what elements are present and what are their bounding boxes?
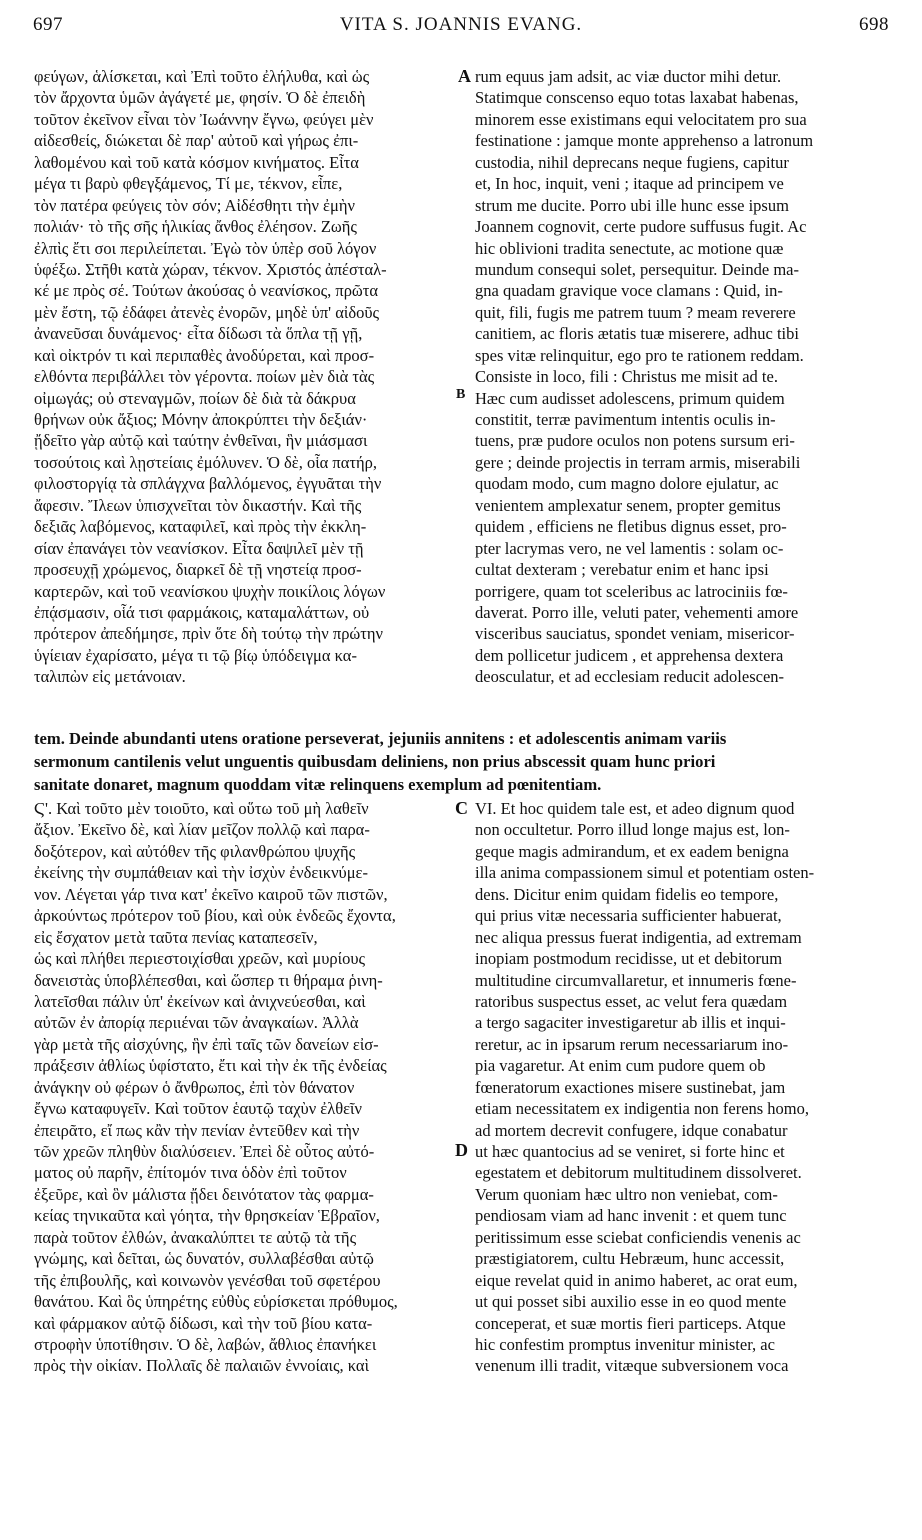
greek-text-line: τοσούτοις καὶ λῃστείαις ἐμόλυνεν. Ὁ δὲ, οἷα πατήρ, (34, 452, 377, 472)
latin-text-line: pendiosam viam ad hanc invenit : et quem tunc (475, 1206, 787, 1226)
greek-text-line: δεξιᾶς λαβόμενος, καταφιλεῖ, καὶ πρὸς τὴν ἐκκλη- (34, 517, 367, 537)
greek-text-line: νον. Λέγεται γάρ τινα κατ' ἐκεῖνο καιροῦ τῶν πιστῶν, (34, 884, 388, 904)
latin-column-top (475, 66, 890, 711)
latin-text-line: hic oblivioni tradita senectute, ac motione quæ (475, 238, 784, 258)
latin-text-line: canitiem, ac floris ætatis tuæ miserere, adhuc tibi (475, 324, 799, 344)
latin-text-line: gere ; deinde projectis in terram armis, miserabili (475, 452, 801, 472)
latin-text-line: tem. Deinde abundanti utens oratione perseverat, jejuniis annitens : et adolescentis animam variis (34, 729, 727, 748)
latin-text-line: egestatem et debitorum multitudinem dissolveret. (475, 1163, 802, 1183)
greek-text-line: ἀνάγκην οὐ φέρων ὁ ἄνθρωπος, ἐπὶ τὸν θάνατον (34, 1077, 355, 1097)
latin-text-line: minorem esse existimans equi velocitatem pro sua (475, 109, 807, 129)
latin-text-line: custodia, nihil deprecans neque fugiens, capitur (475, 152, 789, 172)
running-title: VITA S. JOANNIS EVANG. (339, 14, 583, 35)
latin-text-line: inopiam postmodum recidisse, ut et debitorum (475, 949, 783, 969)
latin-text-line: sanitate donaret, magnum quoddam vitæ relinquens exemplum ad pœnitentiam. (34, 775, 602, 794)
latin-column-bottom (475, 798, 890, 1388)
greek-text-line: καὶ φάρμακον αὐτῷ δίδωσι, καὶ τὴν τοῦ βίου κατα- (34, 1313, 373, 1333)
greek-text-line: κέ με πρὸς σέ. Τούτων ἀκούσας ὁ νεανίσκος, πρῶτα (34, 281, 379, 301)
latin-text-line: non occultetur. Porro illud longe majus est, lon- (475, 820, 790, 840)
latin-text-line: gna quadam gravique voce clamans : Quid, in- (475, 281, 783, 301)
greek-text-line: μέγα τι βαρὺ φθεγξάμενος, Τί με, τέκνον, εἶπε, (34, 174, 343, 194)
section-marker-c: C (455, 798, 468, 818)
greek-text-line: οἰμωγάς; οὐ στεναγμῶν, ποίων δὲ διὰ τὰ δάκρυα (34, 388, 356, 408)
greek-text-line: τοῦτον ἐκεῖνον εἶναι τὸν Ἰωάννην ἔγνω, φεύγει μὲν (34, 109, 374, 129)
greek-text-line: ἄφεσιν. Ἴλεων ὑπισχνεῖται τὸν δικαστήν. Καὶ τῆς (34, 495, 362, 515)
latin-text-line: pia vagaretur. At enim cum pudore quem ob (475, 1056, 766, 1076)
latin-text-line: præstigiatorem, cultu Hebræum, hunc accessit, (475, 1249, 785, 1269)
latin-text-line: cultat dexteram ; verebatur enim et hanc ipsi (475, 560, 769, 580)
greek-text-line: πράξεσιν ἀθλίως ὑφίστατο, ἔτι καὶ τὴν ἐκ τῆς ἐνδείας (34, 1056, 387, 1076)
latin-text-line: pter lacrymas vero, ne vel lamentis : solam oc- (475, 538, 784, 558)
greek-text-line: ἄξιον. Ἐκεῖνο δὲ, καὶ λίαν μεῖζον πολλῷ καὶ παρα- (34, 820, 370, 840)
latin-text-line: venenum illi tradit, vitæque subversionem voca (475, 1356, 789, 1376)
greek-text-line: ἐπειρᾶτο, εἴ πως κἂν τὴν πενίαν ἐντεῦθεν καὶ τὴν (34, 1120, 360, 1140)
page-number-right: 698 (859, 14, 889, 35)
latin-text-line: multitudine circumvallaretur, et innumeris fœne- (475, 970, 797, 990)
greek-text-line: στροφὴν ὑποτίθησιν. Ὁ δὲ, λαβών, ἄθλιος ἐπανήκει (34, 1334, 377, 1354)
latin-text-line: Consiste in loco, fili : Christus me misit ad te. (475, 367, 778, 387)
greek-text-line: εἰς ἔσχατον μετὰ ταῦτα πενίας καταπεσεῖν, (34, 927, 318, 947)
greek-text-line: τὸν πατέρα φεύγεις τὸν σόν; Αἰδέσθητι τὴν ἐμὴν (34, 195, 355, 215)
latin-text-line: illa anima compassionem simul et potentiam osten- (475, 863, 815, 883)
greek-column-bottom (34, 798, 458, 1388)
greek-text-line: ἐλπὶς ἔτι σοι περιλείπεται. Ἐγὼ τὸν ὑπὲρ σοῦ λόγον (34, 238, 377, 258)
latin-text-line: etiam necessitatem ex indigentia non ferens homo, (475, 1099, 810, 1119)
latin-text-line: geque magis admirandum, et ex eadem benigna (475, 841, 789, 861)
latin-text-line: et, In hoc, inquit, veni ; itaque ad principem ve (475, 174, 784, 194)
latin-text-line: reretur, ac in ipsarum rerum necessariarum ino- (475, 1034, 789, 1054)
page-number-left: 697 (33, 14, 63, 35)
greek-text-line: ὑφέξω. Στῆθι κατὰ χώραν, τέκνον. Χριστός ἀπέσταλ- (34, 259, 387, 279)
latin-text-line: dem pollicetur judicem , et apprehensa dextera (475, 645, 784, 665)
greek-text-line: ὑγίειαν ἐχαρίσατο, μέγα τι τῷ βίῳ ὑπόδειγμα κα- (34, 645, 357, 665)
greek-text-line: παρὰ τοῦτον ἐλθών, ἀνακαλύπτει τε αὐτῷ τὰ τῆς (34, 1227, 357, 1247)
latin-text-line: ut qui posset sibi auxilio esse in eo quod mente (475, 1292, 787, 1312)
latin-text-line: porrigere, quam tot sceleribus ac latrociniis fœ- (475, 581, 788, 601)
greek-text-line: ἐκείνης τὴν συμπάθειαν καὶ τὴν ἰσχὺν ἐνδεικνύμε- (34, 863, 368, 883)
greek-text-line: προσευχῇ χρώμενος, διαρκεῖ δὲ τῇ νηστείᾳ προσ- (34, 560, 362, 580)
greek-text-line: ματος οὐ παρῆν, ἐπίτομόν τινα ὁδὸν ἐπὶ τοῦτον (34, 1163, 347, 1183)
greek-text-line: αἰδεσθείς, διώκεται δὲ παρ' αὐτοῦ καὶ γήρως ἐπι- (34, 131, 359, 151)
latin-text-line: visceribus sauciatus, spondet veniam, misericor- (475, 624, 795, 644)
greek-text-line: δοξότερον, καὶ αὐτόθεν τῆς φιλανθρώπου ψυχῆς (34, 841, 356, 861)
greek-text-line: ἐξεῦρε, καὶ ὃν μάλιστα ᾔδει δεινότατον τὰς φαρμα- (34, 1184, 374, 1204)
latin-text-line: Statimque conscenso equo totas laxabat habenas, (475, 88, 799, 108)
page-header (33, 8, 889, 38)
greek-text-line: φεύγων, ἁλίσκεται, καὶ Ἐπὶ τοῦτο ἐλήλυθα, καὶ ὡς (34, 67, 370, 86)
latin-text-line: a tergo sagaciter investigaretur ab illis et inqui- (475, 1013, 786, 1033)
greek-text-line: ὡς καὶ πλήθει περιεστοιχίσθαι χρεῶν, καὶ μυρίους (34, 949, 366, 969)
latin-text-line: eique revelat quid in animo haberet, ac orat eum, (475, 1270, 798, 1290)
greek-text-line: πρότερον ἀπεδήμησε, πρὶν ὅτε δὴ τούτῳ τὴν πρώτην (34, 624, 384, 644)
greek-text-line: ἔγνω καταφυγεῖν. Καὶ τοῦτον ἑαυτῷ ταχὺν ἐλθεῖν (34, 1099, 362, 1119)
latin-text-line: Hæc cum audisset adolescens, primum quidem (475, 388, 785, 408)
latin-text-line: ad mortem decrevit confugere, idque conabatur (475, 1120, 788, 1140)
greek-text-line: τῆς ἐπιβουλῆς, καὶ κοινωνὸν γενέσθαι τοῦ σφετέρου (34, 1270, 381, 1290)
latin-text-line: tuens, præ pudore oculos non potens sursum eri- (475, 431, 795, 451)
greek-text-line: σίαν ἐπανάγει τὸν νεανίσκον. Εἶτα δαψιλεῖ μὲν τῇ (34, 538, 364, 558)
greek-text-line: Ϛ'. Καὶ τοῦτο μὲν τοιοῦτο, καὶ οὕτω τοῦ μὴ λαθεῖν (34, 799, 369, 818)
greek-text-line: πρὸς τὴν οἰκίαν. Πολλαῖς δὲ παλαιῶν ἐννοίαις, καὶ (34, 1356, 370, 1376)
greek-text-line: καρτερῶν, καὶ τοῦ νεανίσκου ψυχὴν ποικίλοις λόγων (34, 581, 386, 601)
latin-text-line: strum me ducite. Porro ubi ille hunc esse ipsum (475, 195, 789, 215)
greek-text-line: ταλιπὼν εἰς μετάνοιαν. (34, 667, 186, 687)
greek-text-line: φιλοστοργίᾳ τὰ σπλάγχνα βαλλόμενος, ἐγγυᾶται τὴν (34, 474, 382, 494)
latin-text-line: conceperat, et suæ mortis fieri particeps. Atque (475, 1313, 786, 1333)
latin-text-line: fœneratorum exactiones misere sustinebat, jam (475, 1077, 786, 1097)
section-marker-b: B (456, 387, 466, 402)
latin-text-line: dens. Dicitur enim quidam fidelis eo tempore, (475, 884, 779, 904)
greek-column-top (34, 66, 458, 706)
latin-text-line: daverat. Porro ille, veluti pater, vehementi amore (475, 602, 799, 622)
latin-text-line: deosculatur, et ad ecclesiam reducit adolescen- (475, 667, 785, 687)
latin-text-line: hic confestim promptus invenitur minister, ac (475, 1334, 775, 1354)
greek-text-line: δανειστὰς ὑποβλέπεσθαι, καὶ ὥσπερ τι θήραμα ῥινη- (34, 970, 383, 990)
latin-text-line: festinatione : jamque monte apprehenso a latronum (475, 131, 814, 151)
greek-text-line: ᾔδεῖτο γὰρ αὐτῷ καὶ ταύτην ἐνθεῖναι, ἣν μιάσμασι (34, 431, 368, 451)
latin-text-line: Joannem cognovit, certe pudore suffusus fugit. Ac (475, 217, 807, 237)
greek-text-line: γνώμης, καὶ δεῖται, ὡς δυνατόν, συλλαβέσθαι αὐτῷ (34, 1249, 374, 1269)
latin-text-line: qui prius vitæ necessaria sufficienter habuerat, (475, 906, 782, 926)
greek-text-line: ελθόντα περιβάλλει τὸν γέροντα. ποίων μὲν διὰ τὰς (34, 367, 375, 387)
latin-text-line: quidem , efficiens ne fletibus dignus esset, pro- (475, 517, 787, 537)
greek-text-line: πολιάν· τὸ τῆς σῆς ἡλικίας ἄνθος ἐλέησον. Ζωῆς (34, 217, 357, 237)
full-width-paragraph (34, 727, 894, 799)
latin-text-line: spes vitæ relinquitur, ego pro te rationem reddam. (475, 345, 804, 365)
greek-text-line: μὲν ἔστη, τῷ ἐδάφει ἀτενὲς ἐνορῶν, μηδὲ ὑπ' αἰδοῦς (34, 302, 380, 322)
latin-text-line: peritissimum esse sciebat conficiendis venenis ac (475, 1227, 801, 1247)
greek-text-line: αὐτῶν ἐν ἀπορίᾳ περιιέναι τῶν ἀναγκαίων. Ἀλλὰ (34, 1013, 359, 1033)
greek-text-line: τὸν ἄρχοντα ὑμῶν ἀγάγετέ με, φησίν. Ὁ δὲ ἐπειδὴ (34, 88, 366, 108)
latin-text-line: quit, fili, fugis me patrem tuum ? meam reverere (475, 302, 796, 322)
greek-text-line: γὰρ μετὰ τῆς αἰσχύνης, ἣν ἐπὶ ταῖς τῶν δανείων εἰσ- (34, 1034, 379, 1054)
section-marker-d: D (455, 1140, 468, 1160)
greek-text-line: ἀρκούντως πρότερον τοῦ βίου, καὶ οὐκ ἐνδεῶς ἔχοντα, (34, 906, 396, 926)
greek-text-line: τῶν χρεῶν πληθὺν διαλύσειεν. Ἐπεὶ δὲ οὗτος αὐτό- (34, 1142, 375, 1161)
latin-text-line: ut hæc quantocius ad se veniret, si forte hinc et (475, 1142, 785, 1161)
greek-text-line: θρήνων οὐκ ἄξιος; Μόνην ἀποκρύπτει τὴν δεξιάν· (34, 410, 368, 429)
greek-text-line: θανάτου. Καὶ ὃς ὑπηρέτης εὐθὺς εὑρίσκεται πρόθυμος, (34, 1292, 398, 1312)
greek-text-line: ἀνανεῦσαι δυνάμενος· εἶτα δίδωσι τὰ ὅπλα τῇ γῇ, (34, 324, 363, 344)
greek-text-line: λατεῖσθαι πάλιν ὑπ' ἐκείνων καὶ ἀνιχνεύεσθαι, καὶ (34, 991, 366, 1011)
latin-text-line: rum equus jam adsit, ac viæ ductor mihi detur. (475, 67, 782, 86)
section-marker-a: A (458, 66, 471, 86)
greek-text-line: ἐπᾴσμασιν, οἷά τισι φαρμάκοις, καταμαλάττων, οὐ (34, 602, 370, 622)
latin-text-line: constitit, terræ pavimentum intentis oculis in- (475, 410, 776, 429)
greek-text-line: καὶ οἰκτρόν τι καὶ περιπαθὲς ἀνοδύρεται, καὶ προσ- (34, 345, 375, 365)
latin-text-line: sermonum cantilenis velut unguentis quibusdam deliniens, non prius abscessit quam hunc priori (34, 752, 716, 771)
latin-text-line: VI. Et hoc quidem tale est, et adeo dignum quod (475, 799, 795, 818)
latin-text-line: Verum quoniam hæc ultro non veniebat, com- (475, 1184, 778, 1204)
latin-text-line: nec aliqua pressus fuerat indigentia, ad extremam (475, 927, 802, 947)
greek-text-line: κείας τηνικαῦτα καὶ γόητα, τὴν θρησκείαν Ἑβραῖον, (34, 1206, 380, 1226)
latin-text-line: venientem amplexatur senem, propter gemitus (475, 495, 781, 515)
greek-text-line: λαθομένου καὶ τοῦ κατὰ κόσμον κινήματος. Εἶτα (34, 152, 359, 172)
latin-text-line: quodam modo, cum magno dolore ejulatur, ac (475, 474, 779, 494)
latin-text-line: mundum consequi solet, persequitur. Deinde ma- (475, 259, 799, 279)
latin-text-line: ratoribus suspectus esset, ac velut fera quædam (475, 991, 788, 1011)
